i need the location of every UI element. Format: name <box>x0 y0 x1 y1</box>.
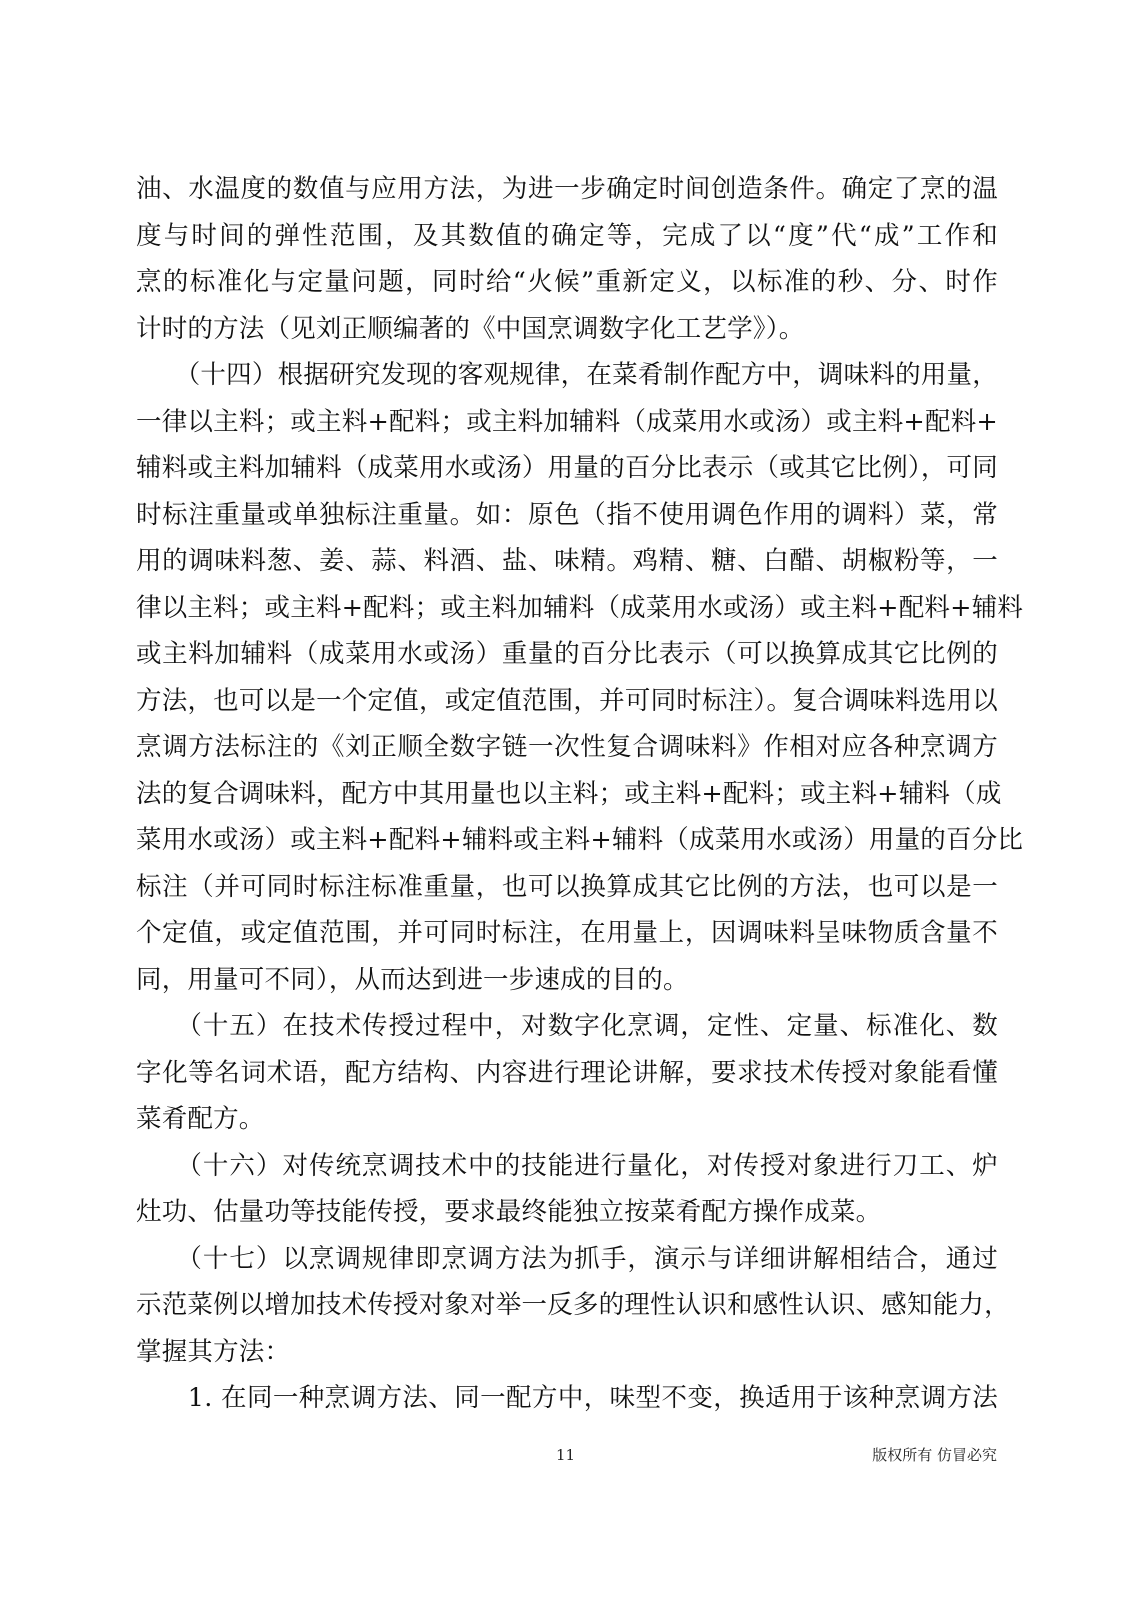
text-line: 菜用水或汤）或主料+配料+辅料或主料+辅料（成菜用水或汤）用量的百分比 <box>136 825 1024 855</box>
text-line: 菜肴配方。 <box>136 1104 265 1134</box>
text-line: 时标注重量或单独标注重量。如：原色（指不使用调色作用的调料）菜，常 <box>136 499 998 530</box>
text-line: （十四）根据研究发现的客观规律，在菜肴制作配方中，调味料的用量， <box>136 360 998 390</box>
text-line: （十七）以烹调规律即烹调方法为抓手，演示与详细讲解相结合，通过 <box>136 1243 998 1274</box>
text-line: 度与时间的弹性范围，及其数值的确定等，完成了以“度”代“成”工作和 <box>136 220 998 251</box>
text-line: （十五）在技术传授过程中，对数字化烹调，定性、定量、标准化、数 <box>136 1011 998 1041</box>
text-line: 掌握其方法： <box>136 1336 291 1367</box>
text-line: 法的复合调味料，配方中其用量也以主料；或主料+配料；或主料+辅料（成 <box>136 778 1002 809</box>
text-line: 用的调味料葱、姜、蒜、料酒、盐、味精。鸡精、糖、白醋、胡椒粉等，一 <box>136 546 998 576</box>
page-number: 11 <box>555 1446 576 1464</box>
text-line: 烹的标准化与定量问题，同时给“火候”重新定义，以标准的秒、分、时作 <box>136 267 998 297</box>
text-line: 1. 在同一种烹调方法、同一配方中，味型不变，换适用于该种烹调方法 <box>136 1383 998 1413</box>
text-line: 辅料或主料加辅料（成菜用水或汤）用量的百分比表示（或其它比例），可同 <box>136 453 998 483</box>
text-line: 计时的方法（见刘正顺编著的《中国烹调数字化工艺学》）。 <box>136 313 805 344</box>
text-line: 一律以主料；或主料+配料；或主料加辅料（成菜用水或汤）或主料+配料+ <box>136 406 998 437</box>
text-line: 方法，也可以是一个定值，或定值范围，并可同时标注）。复合调味料选用以 <box>136 685 998 716</box>
text-line: 标注（并可同时标注标准重量，也可以换算成其它比例的方法，也可以是一 <box>136 871 998 902</box>
copyright-notice: 版权所有 仿冒必究 <box>872 1446 997 1464</box>
text-line: 或主料加辅料（成菜用水或汤）重量的百分比表示（可以换算成其它比例的 <box>136 639 998 669</box>
text-line: 字化等名词术语，配方结构、内容进行理论讲解，要求技术传授对象能看懂 <box>136 1057 998 1088</box>
text-line: 灶功、估量功等技能传授，要求最终能独立按菜肴配方操作成菜。 <box>136 1197 882 1227</box>
text-line: （十六）对传统烹调技术中的技能进行量化，对传授对象进行刀工、炉 <box>136 1150 998 1181</box>
text-line: 个定值，或定值范围，并可同时标注，在用量上，因调味料呈味物质含量不 <box>136 918 998 948</box>
text-line: 律以主料；或主料+配料；或主料加辅料（成菜用水或汤）或主料+配料+辅料 <box>136 592 1024 623</box>
text-line: 油、水温度的数值与应用方法，为进一步确定时间创造条件。确定了烹的温 <box>136 174 998 204</box>
text-line: 示范菜例以增加技术传授对象对举一反多的理性认识和感性认识、感知能力， <box>136 1290 1010 1320</box>
body-text <box>136 166 1024 1422</box>
text-line: 烹调方法标注的《刘正顺全数字链一次性复合调味料》作相对应各种烹调方 <box>136 732 998 762</box>
text-line: 同，用量可不同），从而达到进一步速成的目的。 <box>136 964 689 995</box>
